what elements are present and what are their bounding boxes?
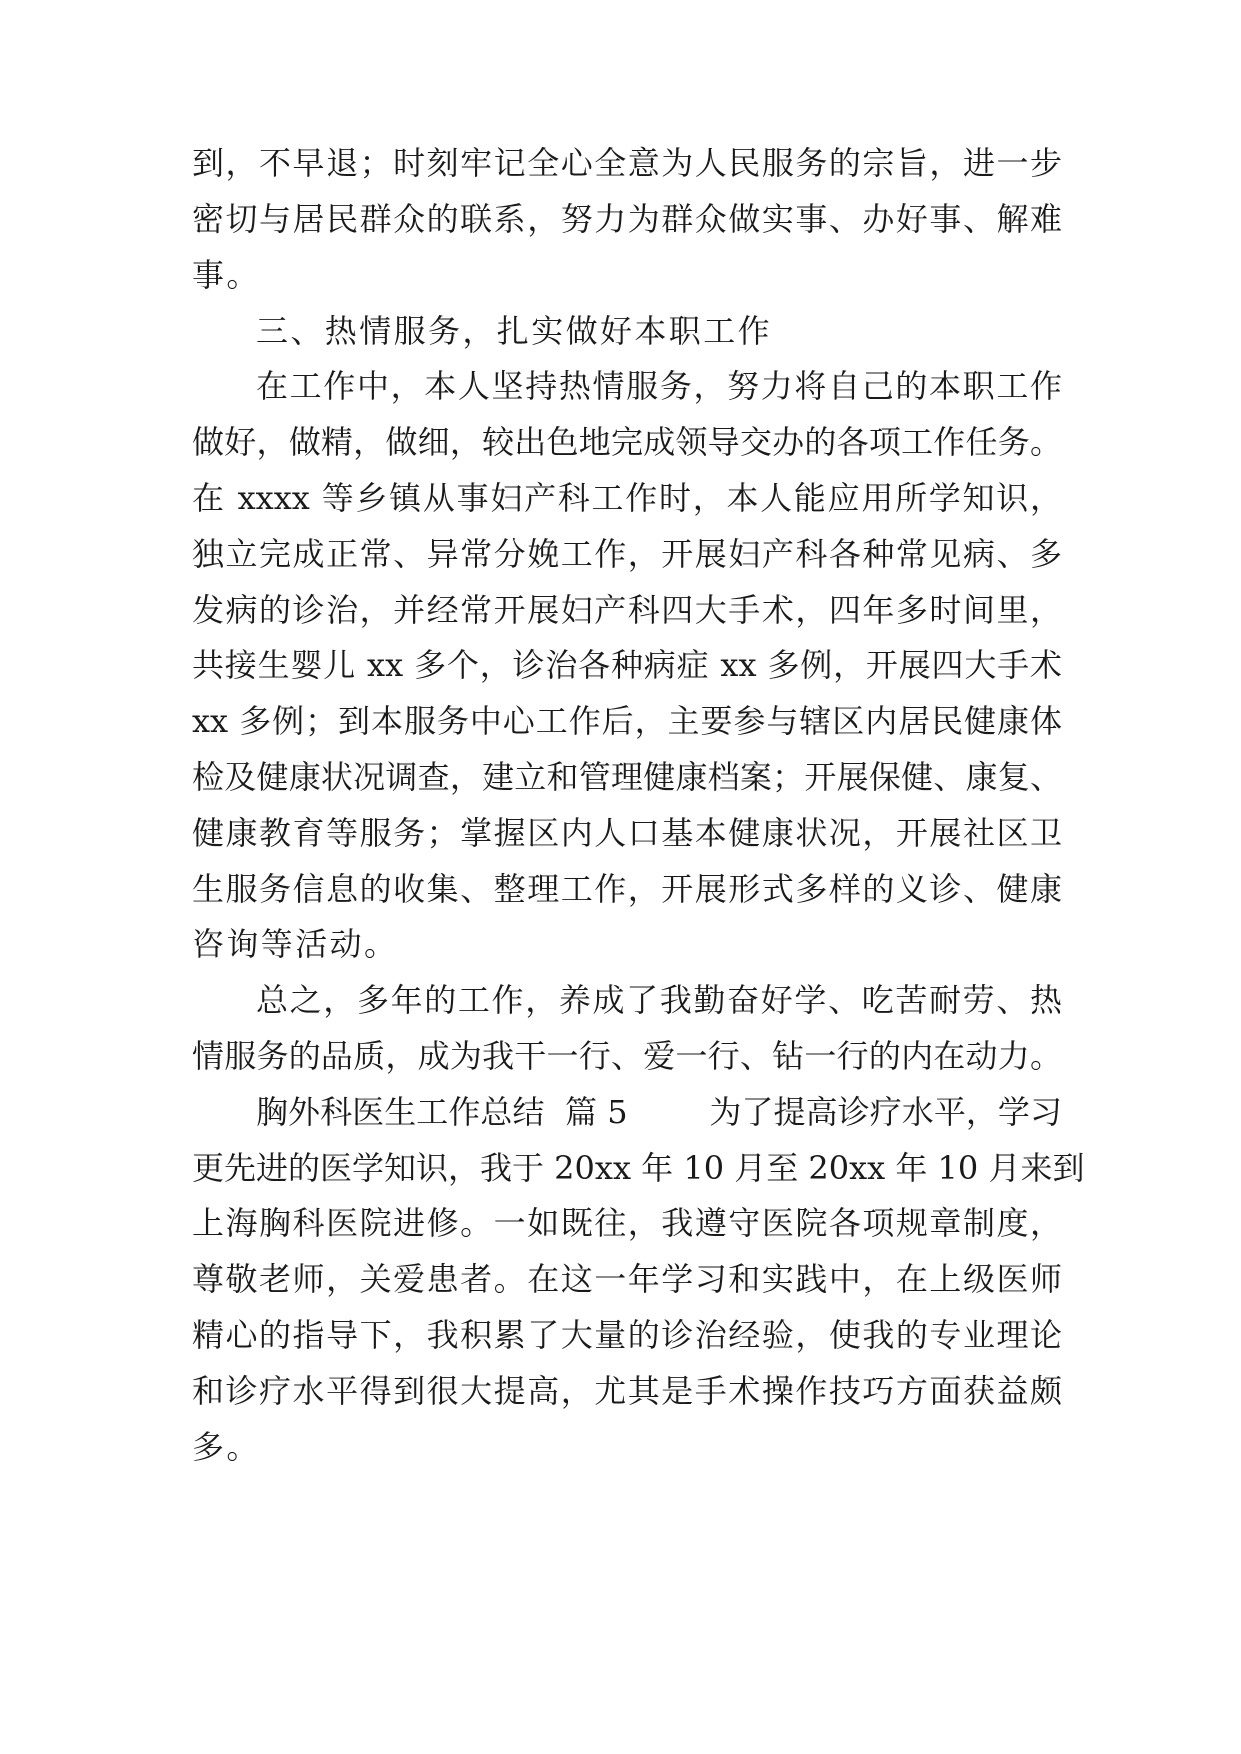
text-line: 尊敬老师，关爱患者。在这一年学习和实践中，在上级医师 — [192, 1260, 1062, 1298]
text-line: 事。 — [192, 256, 261, 294]
text-line: 做好，做精，做细，较出色地完成领导交办的各项工作任务。 — [192, 423, 1062, 461]
text-line: 生服务信息的收集、整理工作，开展形式多样的义诊、健康 — [192, 870, 1062, 908]
text-line: 总之，多年的工作，养成了我勤奋好学、吃苦耐劳、热 — [256, 981, 1062, 1019]
text-line: 在 xxxx 等乡镇从事妇产科工作时，本人能应用所学知识， — [192, 479, 1062, 517]
text-line: 密切与居民群众的联系，努力为群众做实事、办好事、解难 — [192, 200, 1062, 238]
section-heading: 三、热情服务，扎实做好本职工作 — [256, 312, 773, 350]
text-line: 和诊疗水平得到很大提高，尤其是手术操作技巧方面获益颇 — [192, 1372, 1062, 1410]
text-line: xx 多例；到本服务中心工作后，主要参与辖区内居民健康体 — [192, 702, 1062, 740]
text-line: 精心的指导下，我积累了大量的诊治经验，使我的专业理论 — [192, 1316, 1062, 1354]
text-line: 独立完成正常、异常分娩工作，开展妇产科各种常见病、多 — [192, 535, 1062, 573]
text-line: 共接生婴儿 xx 多个，诊治各种病症 xx 多例，开展四大手术 — [192, 646, 1062, 684]
text-line: 情服务的品质，成为我干一行、爱一行、钻一行的内在动力。 — [192, 1037, 1062, 1075]
text-line: 多。 — [192, 1428, 261, 1466]
text-line: 检及健康状况调查，建立和管理健康档案；开展保健、康复、 — [192, 758, 1062, 796]
text-line: 上海胸科医院进修。一如既往，我遵守医院各项规章制度， — [192, 1204, 1062, 1242]
text-line: 在工作中，本人坚持热情服务，努力将自己的本职工作 — [256, 367, 1062, 405]
article-title-line: 胸外科医生工作总结 篇 5 为了提高诊疗水平，学习 — [256, 1093, 1062, 1131]
text-line: 健康教育等服务；掌握区内人口基本健康状况，开展社区卫 — [192, 814, 1062, 852]
text-line: 咨询等活动。 — [192, 925, 399, 963]
text-line: 发病的诊治，并经常开展妇产科四大手术，四年多时间里， — [192, 591, 1062, 629]
text-line: 更先进的医学知识，我于 20xx 年 10 月至 20xx 年 10 月来到 — [192, 1149, 1085, 1187]
text-line: 到，不早退；时刻牢记全心全意为人民服务的宗旨，进一步 — [192, 144, 1062, 182]
